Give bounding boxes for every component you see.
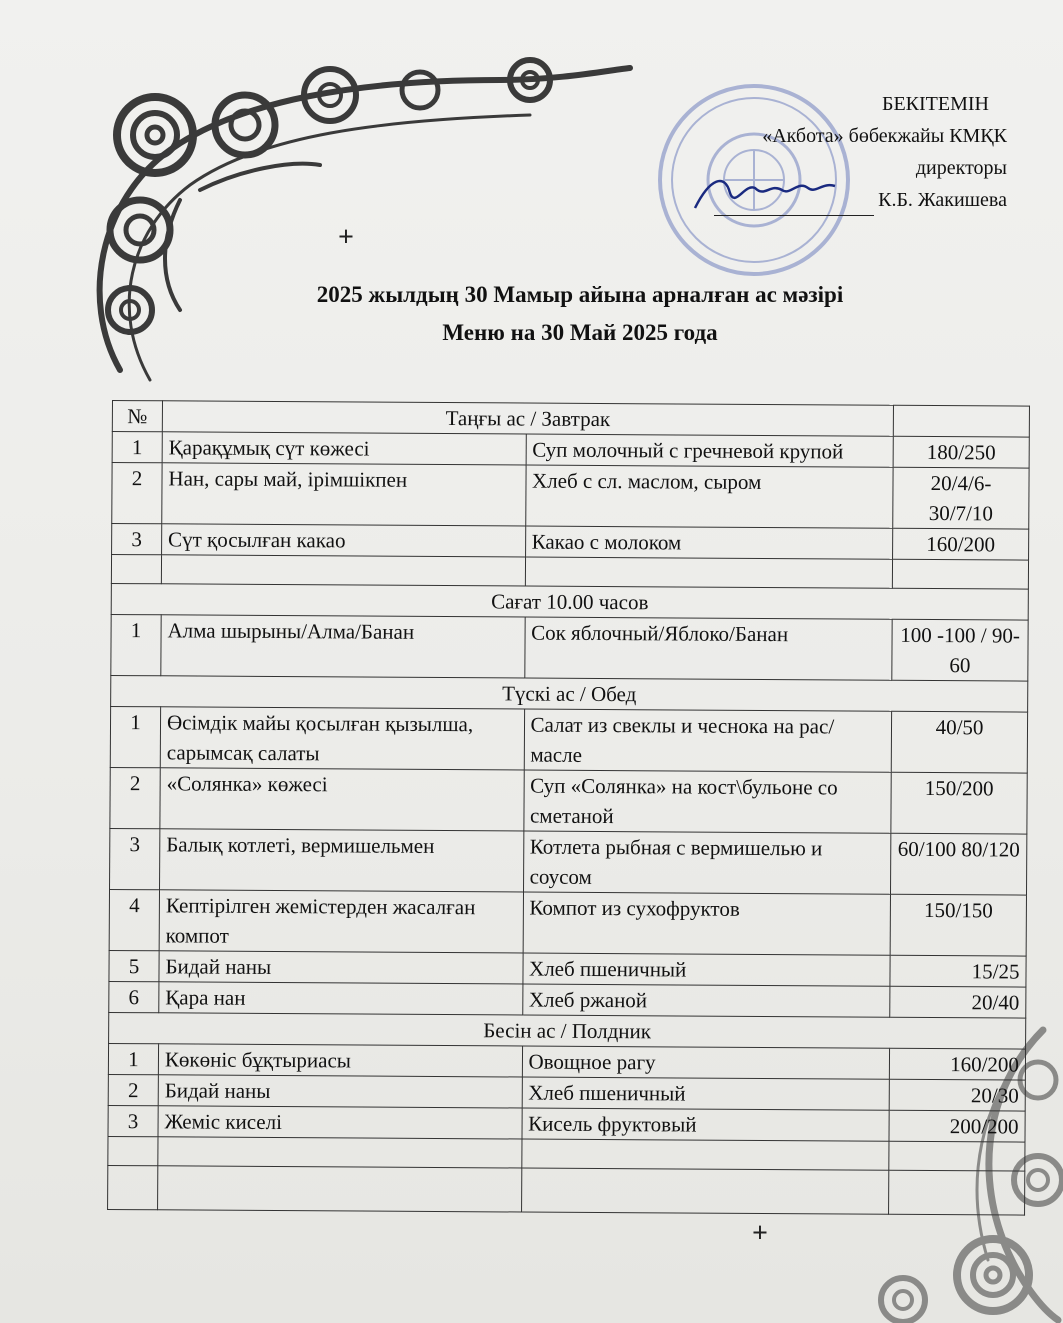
portion-amount: 150/150	[890, 894, 1026, 956]
cross-mark-bottom: +	[752, 1218, 768, 1249]
row-number: 2	[108, 1074, 158, 1105]
dish-kazakh: Нан, сары май, ірімшікпен	[162, 463, 526, 526]
dish-kazakh: Алма шырыны/Алма/Банан	[161, 615, 525, 678]
dish-kazakh: Өсімдік майы қосылған қызылша, сарымсақ салаты	[160, 707, 524, 770]
approval-name: К.Б. Жакишева	[878, 189, 1007, 211]
row-number: 5	[109, 950, 159, 981]
table-row	[110, 828, 1027, 895]
dish-russian: Хлеб ржаной	[522, 984, 890, 1017]
row-number: 6	[109, 981, 159, 1012]
dish-kazakh: Бидай наны	[159, 951, 523, 984]
dish-kazakh: Сүт қосылған какао	[162, 524, 526, 557]
empty-cell	[158, 1137, 522, 1168]
row-number: 3	[108, 1105, 158, 1136]
dish-russian: Хлеб пшеничный	[522, 953, 890, 986]
dish-russian: Котлета рыбная с вермишелью и соусом	[523, 831, 891, 894]
row-number: 3	[112, 524, 162, 555]
dish-russian: Сок яблочный/Яблоко/Банан	[524, 617, 892, 680]
dish-kazakh: «Солянка» көжесі	[160, 768, 524, 831]
empty-cell	[161, 555, 525, 586]
dish-russian: Овощное рагу	[522, 1046, 890, 1079]
portion-amount: 15/25	[890, 955, 1026, 987]
empty-cell	[889, 1141, 1025, 1171]
table-row	[109, 950, 1026, 987]
table-row	[108, 1043, 1025, 1080]
table-row	[112, 432, 1029, 469]
row-number: 1	[112, 432, 162, 463]
heading-russian: Меню на 30 Май 2025 года	[442, 320, 718, 345]
portion-amount: 60/100 80/120	[891, 833, 1027, 895]
row-number: 1	[108, 1043, 158, 1074]
empty-cell	[521, 1168, 889, 1214]
portion-amount: 20/30	[889, 1079, 1025, 1111]
empty-cell	[893, 405, 1029, 437]
empty-row	[108, 1165, 1025, 1215]
portion-amount: 160/200	[893, 528, 1029, 560]
menu-table	[107, 400, 1030, 1216]
empty-cell	[108, 1136, 158, 1165]
row-number: 2	[112, 463, 162, 524]
portion-amount: 180/250	[893, 436, 1029, 468]
section-title-afternoon: Бесін ас / Полдник	[109, 1012, 1026, 1049]
portion-amount: 20/4/6-30/7/10	[893, 467, 1029, 529]
dish-kazakh: Бидай наны	[158, 1075, 522, 1108]
section-title-lunch: Түскі ас / Обед	[111, 675, 1028, 712]
table-row	[110, 767, 1027, 834]
portion-amount: 200/200	[889, 1110, 1025, 1142]
empty-cell	[892, 559, 1028, 589]
dish-kazakh: Жеміс киселі	[158, 1106, 522, 1139]
portion-amount: 20/40	[890, 986, 1026, 1018]
empty-cell	[525, 557, 893, 588]
heading-kazakh: 2025 жылдың 30 Мамыр айына арналған ас мәзірі	[316, 282, 844, 307]
row-number: 1	[110, 706, 160, 767]
empty-cell	[889, 1170, 1025, 1215]
row-number: 1	[111, 614, 161, 675]
portion-amount: 150/200	[891, 772, 1027, 834]
approval-organization: «Акбота» бөбекжайы КМҚК	[762, 125, 1007, 147]
portion-amount: 100 -100 / 90-60	[892, 619, 1028, 681]
dish-kazakh: Қара нан	[159, 982, 523, 1015]
empty-cell	[158, 1166, 522, 1212]
dish-russian: Кисель фруктовый	[522, 1108, 890, 1141]
dish-kazakh: Кептірілген жемістерден жасалған компот	[159, 890, 523, 953]
section-title-breakfast: Таңғы ас / Завтрак	[162, 401, 893, 436]
number-header: №	[112, 401, 162, 432]
dish-russian: Суп молочный с гречневой крупой	[526, 434, 894, 467]
dish-russian: Какао с молоком	[525, 526, 893, 559]
table-row	[110, 706, 1027, 773]
table-row	[108, 1074, 1025, 1111]
cross-mark-top: +	[338, 222, 354, 253]
table-row	[109, 889, 1026, 956]
table-row	[111, 614, 1028, 681]
approval-title: БЕКІТЕМІН	[881, 93, 989, 115]
dish-kazakh: Көкөніс бұқтыриасы	[158, 1044, 522, 1077]
row-number: 2	[110, 767, 160, 828]
dish-russian: Хлеб с сл. маслом, сыром	[525, 465, 893, 528]
approval-signature-line	[714, 184, 1007, 216]
dish-russian: Салат из свеклы и чеснока на рас/масле	[524, 709, 892, 772]
table-row	[112, 463, 1029, 530]
dish-russian: Компот из сухофруктов	[523, 892, 891, 955]
approval-block	[647, 88, 1007, 216]
row-number: 4	[109, 889, 159, 950]
portion-amount: 160/200	[889, 1048, 1025, 1080]
dish-kazakh: Балық котлеті, вермишельмен	[159, 829, 523, 892]
dish-kazakh: Қарақұмық сүт көжесі	[162, 432, 526, 465]
dish-russian: Суп «Солянка» на кост\бульоне со сметаной	[523, 770, 891, 833]
empty-cell	[111, 555, 161, 584]
row-number: 3	[110, 828, 160, 889]
table-row	[112, 524, 1029, 561]
approval-position: директоры	[915, 157, 1007, 179]
dish-russian: Хлеб пшеничный	[522, 1077, 890, 1110]
empty-cell	[521, 1139, 889, 1170]
section-title-snack: Сағат 10.00 часов	[111, 583, 1028, 620]
portion-amount: 40/50	[891, 711, 1027, 773]
empty-cell	[108, 1165, 158, 1209]
table-row	[108, 1105, 1025, 1142]
signature-underline	[714, 215, 874, 216]
